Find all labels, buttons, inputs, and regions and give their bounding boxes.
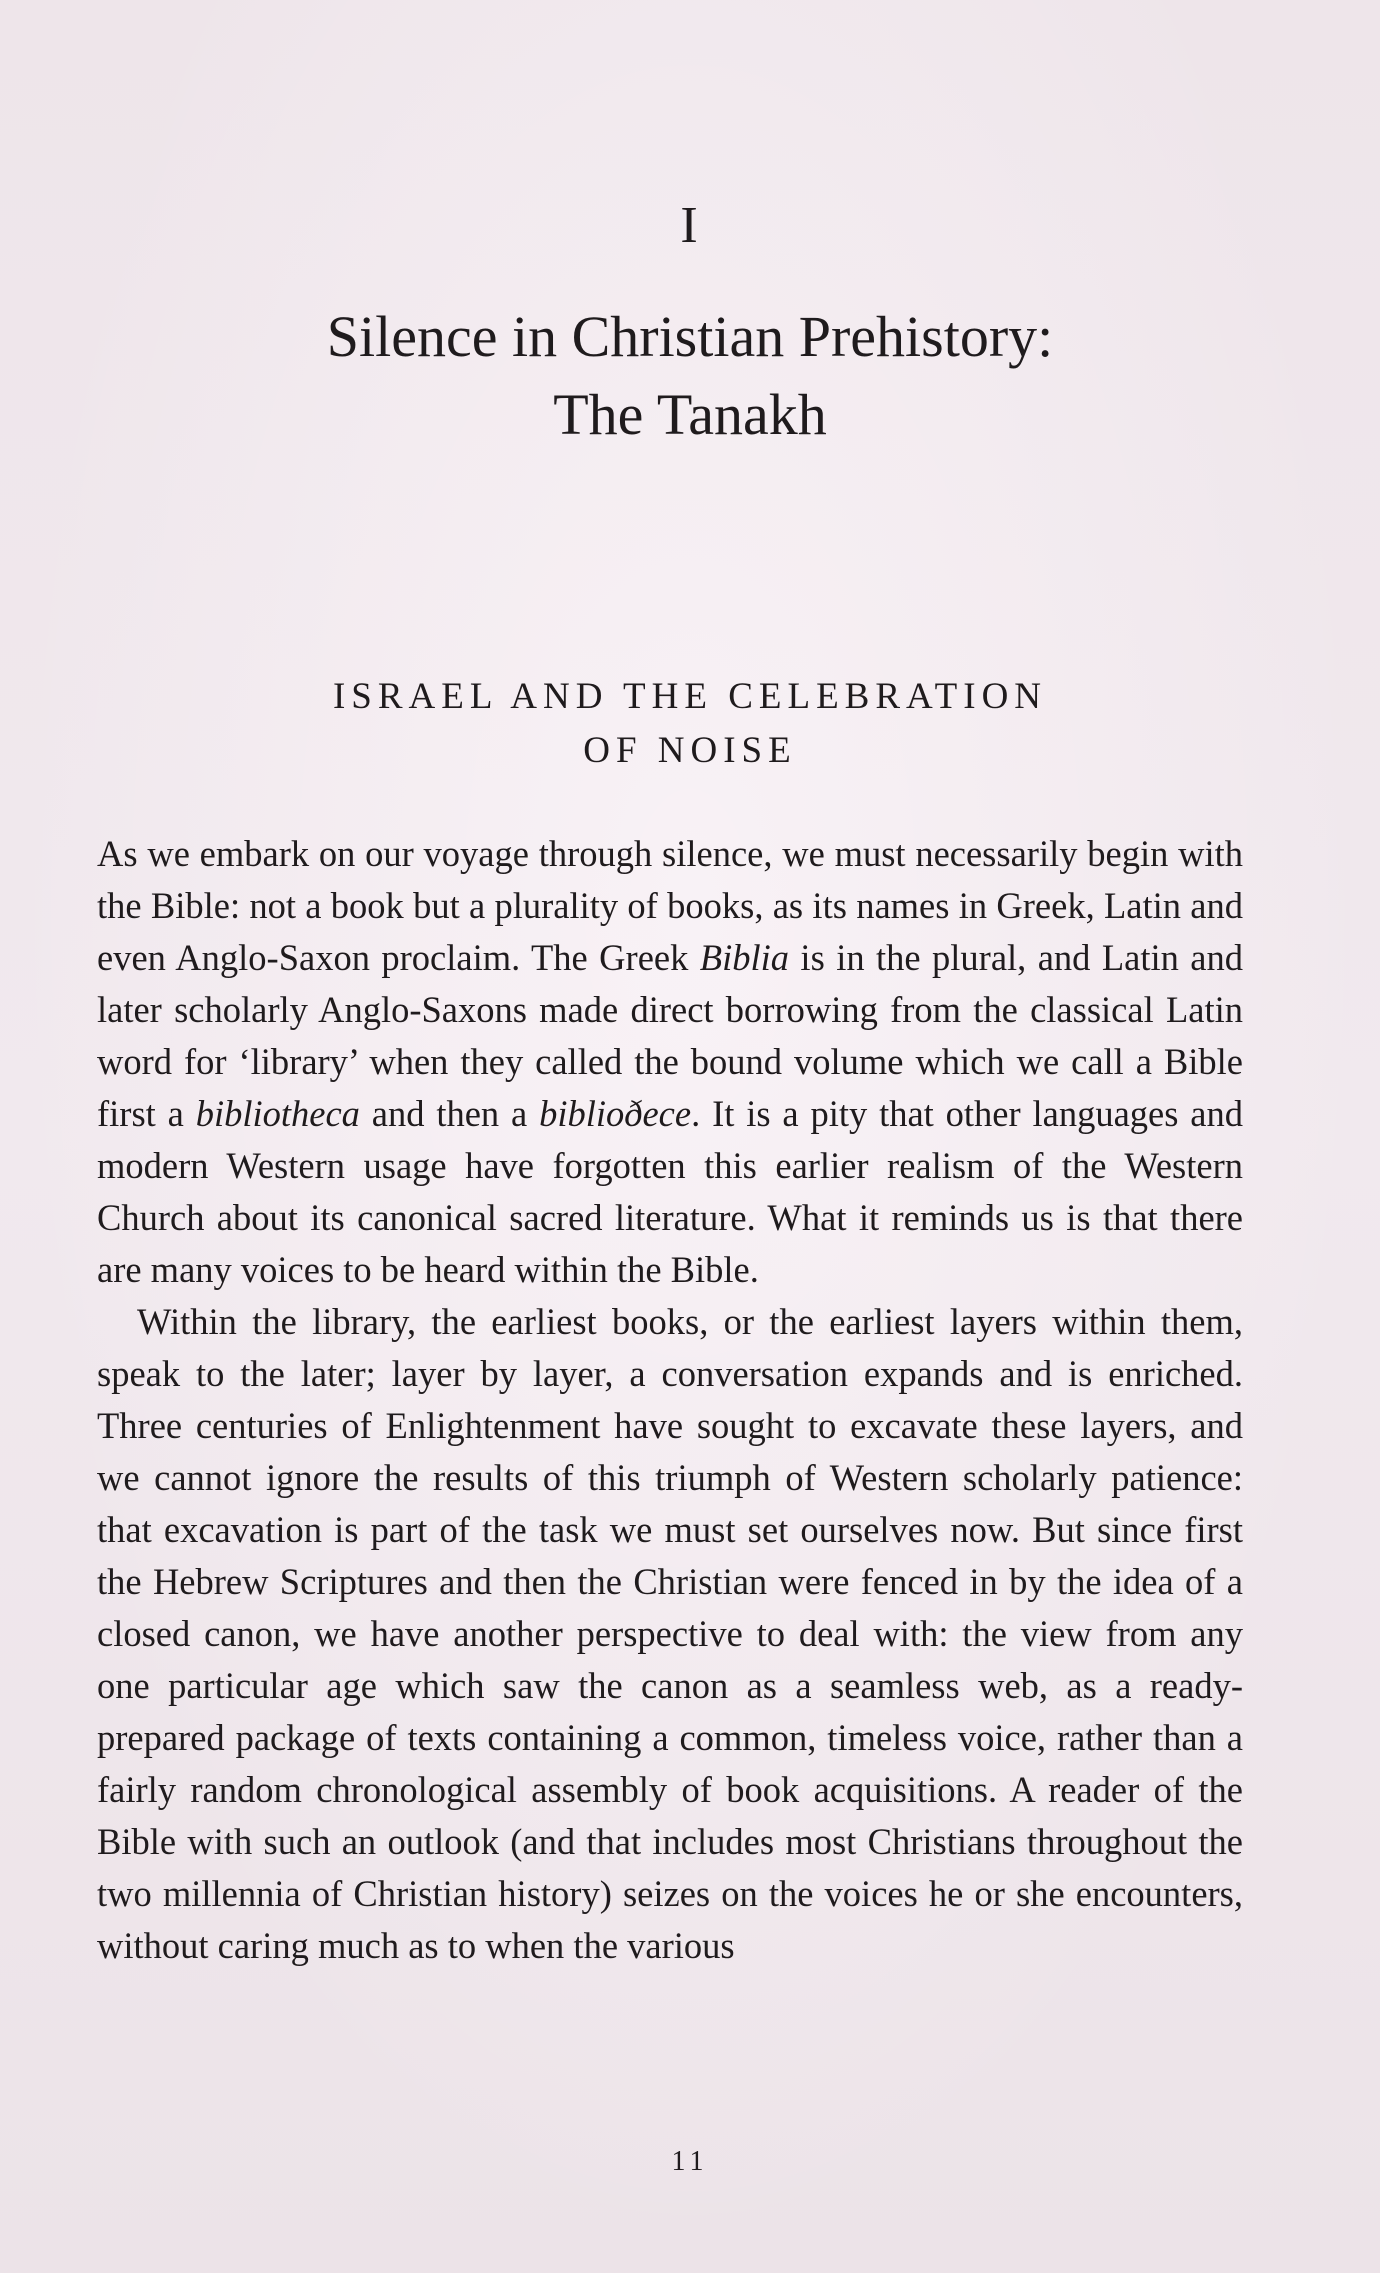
paragraph-1-part-g: . It is a pity that other languages and modern Western usage have forgotten this earlier realism of the Western Church about its canonical sacred literature. What it reminds us is that there are many voices to be heard within the Bible. — [97, 1093, 1244, 1290]
chapter-title-line-1: Silence in Christian Prehistory: — [326, 304, 1054, 369]
paragraph-2: Within the library, the earliest books, or the earliest layers within them, speak to the later; layer by layer, a conversation expands and is enriched. Three centuries of Enlightenment have sought to excavate these layers, and we cannot ignore the results of this triumph of Western scholarly patience: that excavation is part of the task we must set ourselves now. But since first the Hebrew Scriptures and then the Christian were fenced in by the idea of a closed canon, we have another perspective to deal with: the view from any one particular age which saw the canon as a seamless web, as a ready-prepared package of texts containing a common, timeless voice, rather than a fairly random chronological assembly of book acquisitions. A reader of the Bible with such an outlook (and that includes most Christians throughout the two millennia of Christian history) seizes on the voices he or she encounters, without caring much as to when the various — [97, 1301, 1243, 1966]
term-bibliotheca: bibliotheca — [195, 1093, 360, 1134]
section-heading-line-1: ISRAEL AND THE CELEBRATION — [332, 676, 1048, 717]
section-heading — [0, 670, 1380, 778]
term-biblia: Biblia — [699, 937, 789, 978]
paragraph-1-part-e: and then a — [359, 1093, 540, 1134]
body-text — [97, 828, 1243, 1972]
paragraph-1-part-c: is in the plural, and Latin and later scholarly Anglo-Saxons made direct borrowing from the classical Latin word for ‘library’ when they called the bound volume which we call a Bible first a — [97, 937, 1243, 1134]
page-number: 11 — [671, 2146, 709, 2177]
chapter-number: I — [680, 197, 700, 254]
section-heading-line-2: OF NOISE — [583, 730, 797, 771]
chapter-title-line-2: The Tanakh — [553, 382, 827, 447]
term-bibliodece: biblioðece — [539, 1093, 692, 1134]
paragraph-1-part-a: As we embark on our voyage through silence, we must necessarily begin with the Bible: not a book but a plurality of books, as its names in Greek, Latin and even Anglo-Saxon proclaim. The Greek — [97, 833, 1243, 978]
paragraph-1 — [97, 828, 1243, 1296]
chapter-title — [0, 298, 1380, 454]
